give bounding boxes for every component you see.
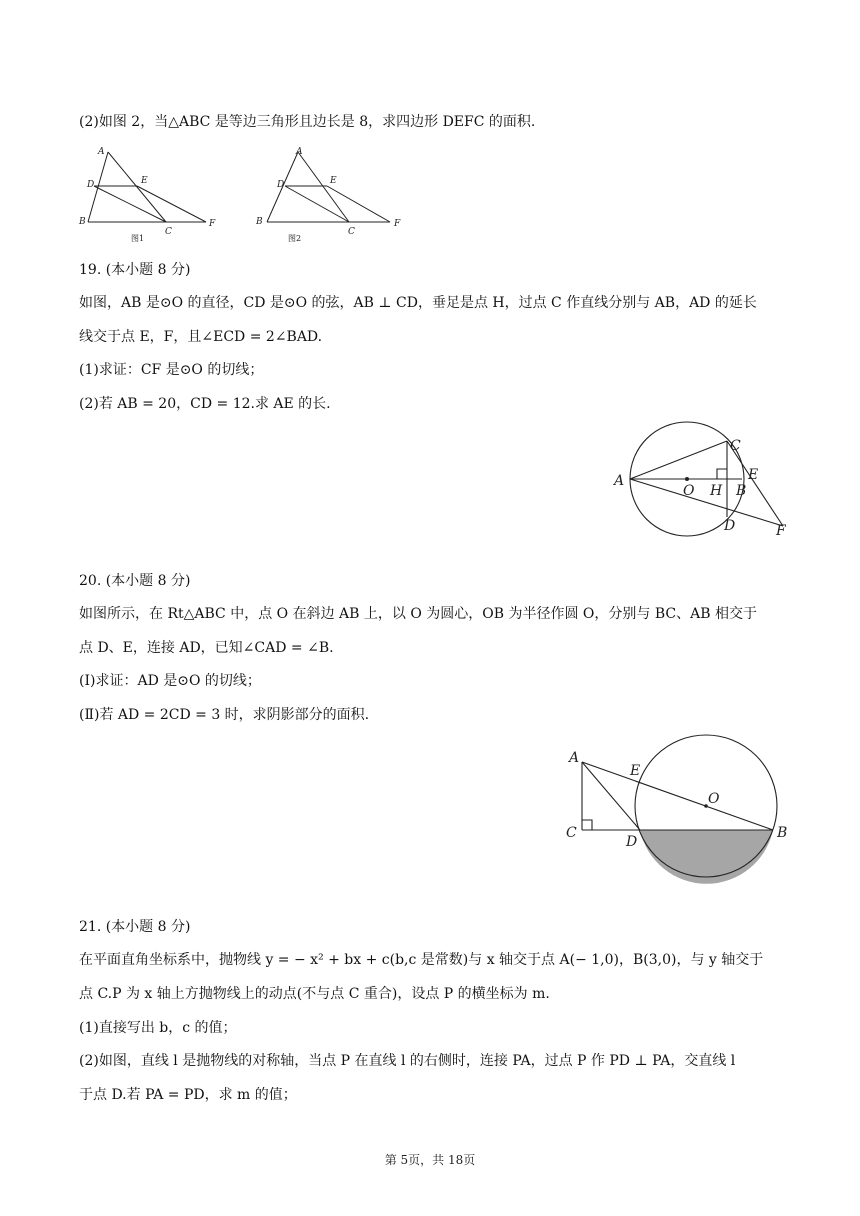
q18-figure-2 [252, 142, 412, 244]
q18-figure-1 [76, 142, 226, 244]
q21-stem-line2: 点 C.P 为 x 轴上方抛物线上的动点(不与点 C 重合)，设点 P 的横坐标为 m. [79, 986, 550, 1002]
q20-figure [560, 730, 800, 885]
q20-part1: (Ⅰ)求证：AD 是⊙O 的切线； [79, 673, 261, 689]
q19-label-b: B [736, 483, 747, 499]
q19-heading: 19. (本小题 8 分) [79, 262, 191, 278]
q20-heading: 20. (本小题 8 分) [79, 573, 191, 589]
fig1-label-b: B [79, 217, 86, 227]
q19-label-o: O [683, 483, 695, 499]
page-footer: 第 5页，共 18页 [384, 1153, 476, 1167]
q19-part1: (1)求证：CF 是⊙O 的切线； [79, 362, 264, 378]
fig1-label-d: D [87, 180, 95, 190]
q19-stem-line2: 线交于点 E，F，且∠ECD = 2∠BAD. [79, 329, 323, 345]
q20-label-c: C [566, 825, 577, 841]
q19-label-e: E [748, 467, 759, 483]
fig2-caption: 图2 [288, 234, 302, 243]
q20-label-e: E [630, 763, 641, 779]
fig1-label-a: A [98, 147, 105, 157]
q19-stem-line1: 如图，AB 是⊙O 的直径，CD 是⊙O 的弦，AB ⊥ CD，垂足是点 H，过点 C 作直线分别与 AB，AD 的延长 [79, 295, 757, 311]
q20-label-a: A [569, 750, 580, 766]
q20-part2: (Ⅱ)若 AD = 2CD = 3 时，求阴影部分的面积. [79, 707, 370, 723]
fig2-label-a: A [296, 147, 303, 157]
fig1-label-f: F [209, 219, 216, 229]
fig2-label-f: F [394, 219, 401, 229]
fig2-label-e: E [330, 176, 337, 186]
q19-figure [605, 415, 805, 540]
q21-heading: 21. (本小题 8 分) [79, 919, 191, 935]
fig2-label-b: B [256, 217, 263, 227]
q19-part2: (2)若 AB = 20，CD = 12.求 AE 的长. [79, 396, 331, 412]
q20-stem-line2: 点 D、E，连接 AD，已知∠CAD = ∠B. [79, 640, 334, 656]
fig1-caption: 图1 [131, 234, 145, 243]
q20-label-d: D [626, 834, 638, 850]
fig1-label-c: C [165, 227, 172, 237]
q20-stem-line1: 如图所示，在 Rt△ABC 中，点 O 在斜边 AB 上，以 O 为圆心，OB 为半径作圆 O，分别与 BC、AB 相交于 [79, 606, 757, 622]
q18-part2: (2)如图 2，当△ABC 是等边三角形且边长是 8，求四边形 DEFC 的面积. [79, 114, 536, 130]
q20-shaded-region [640, 830, 773, 884]
q19-label-d: D [724, 518, 736, 534]
q19-label-c: C [730, 438, 741, 454]
q19-label-f: F [776, 523, 786, 539]
q19-label-a: A [614, 473, 625, 489]
q20-label-o: O [708, 791, 720, 807]
q19-label-h: H [710, 483, 723, 499]
q20-label-b: B [777, 825, 788, 841]
q21-stem-line1: 在平面直角坐标系中，抛物线 y = − x² + bx + c(b,c 是常数)与 x 轴交于点 A(− 1,0)，B(3,0)，与 y 轴交于 [79, 952, 764, 968]
fig2-label-d: D [277, 180, 285, 190]
fig1-label-e: E [141, 176, 148, 186]
q21-part2-line2: 于点 D.若 PA = PD，求 m 的值； [79, 1087, 297, 1103]
q21-part1: (1)直接写出 b，c 的值； [79, 1020, 237, 1036]
q21-part2-line1: (2)如图，直线 l 是抛物线的对称轴，当点 P 在直线 l 的右侧时，连接 PA，过点 P 作 PD ⊥ PA，交直线 l [79, 1053, 736, 1069]
fig2-label-c: C [348, 227, 355, 237]
